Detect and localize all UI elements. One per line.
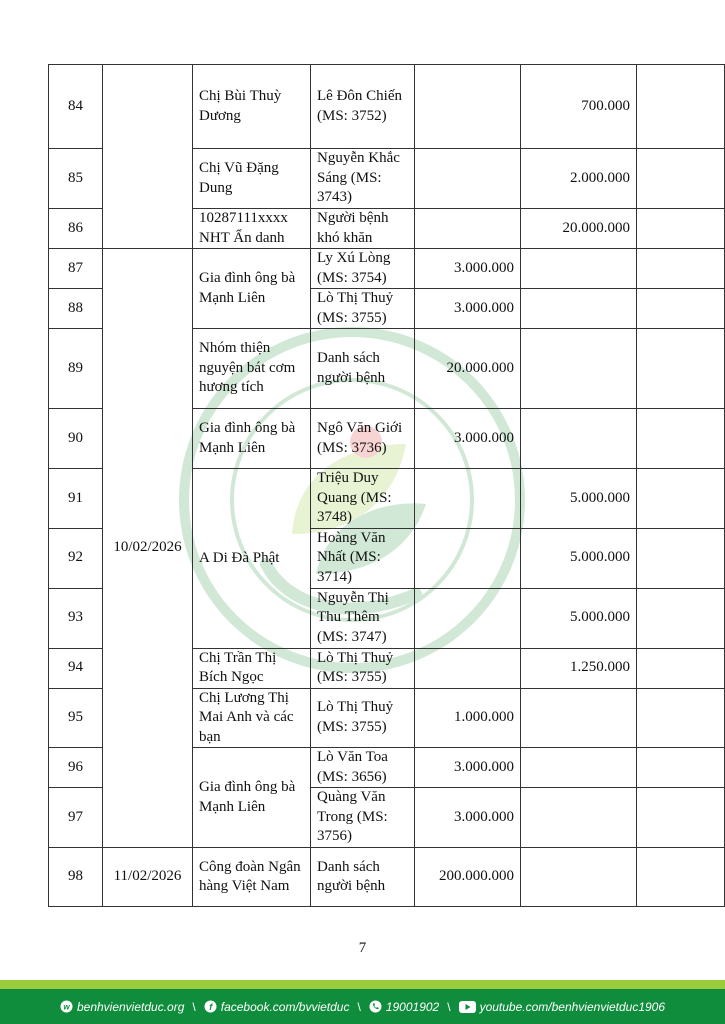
amount-cell-1 [415,588,521,648]
amount-cell-1: 3.000.000 [415,289,521,329]
note-cell [637,329,725,409]
footer-website[interactable] [60,1000,184,1014]
recipient-cell: Lò Thị Thuỷ (MS: 3755) [311,648,415,688]
footer-separator: \ [447,999,451,1014]
globe-icon [60,1000,73,1013]
youtube-link[interactable]: youtube.com/benhvienvietduc1906 [479,999,666,1014]
row-number: 91 [49,469,103,529]
recipient-cell: Hoàng Văn Nhất (MS: 3714) [311,528,415,588]
amount-cell-2: 5.000.000 [521,528,637,588]
recipient-cell: Ly Xú Lòng (MS: 3754) [311,249,415,289]
amount-cell-2 [521,788,637,848]
footer-separator: \ [192,999,196,1014]
amount-cell-2 [521,409,637,469]
table-row [49,848,725,907]
note-cell [637,528,725,588]
note-cell [637,588,725,648]
amount-cell-1 [415,149,521,209]
amount-cell-1: 1.000.000 [415,688,521,748]
note-cell [637,648,725,688]
footer-separator: \ [357,999,361,1014]
amount-cell-1 [415,65,521,149]
svg-text:f: f [209,1002,213,1012]
note-cell [637,149,725,209]
amount-cell-2 [521,249,637,289]
row-number: 90 [49,409,103,469]
date-cell [103,65,193,249]
row-number: 92 [49,528,103,588]
amount-cell-1 [415,209,521,249]
recipient-cell: Nguyễn Khắc Sáng (MS: 3743) [311,149,415,209]
amount-cell-2 [521,289,637,329]
date-cell: 11/02/2026 [103,848,193,907]
row-number: 98 [49,848,103,907]
recipient-cell: Danh sách người bệnh [311,329,415,409]
amount-cell-2: 1.250.000 [521,648,637,688]
recipient-cell: Lê Đôn Chiến (MS: 3752) [311,65,415,149]
amount-cell-2 [521,848,637,907]
donor-cell: Công đoàn Ngân hàng Việt Nam [193,848,311,907]
phone-icon [369,1000,382,1013]
row-number: 88 [49,289,103,329]
amount-cell-1: 3.000.000 [415,748,521,788]
row-number: 93 [49,588,103,648]
amount-cell-2: 700.000 [521,65,637,149]
amount-cell-2 [521,688,637,748]
row-number: 86 [49,209,103,249]
note-cell [637,788,725,848]
note-cell [637,209,725,249]
amount-cell-1: 200.000.000 [415,848,521,907]
footer-hotline[interactable] [369,1000,439,1014]
donor-cell: Gia đình ông bà Mạnh Liên [193,748,311,848]
amount-cell-1: 3.000.000 [415,249,521,289]
facebook-link[interactable]: facebook.com/bvvietduc [220,999,350,1014]
row-number: 94 [49,648,103,688]
recipient-cell: Lò Thị Thuỷ (MS: 3755) [311,688,415,748]
donor-cell: Chị Vũ Đặng Dung [193,149,311,209]
footer-links [0,989,725,1024]
note-cell [637,748,725,788]
amount-cell-2 [521,329,637,409]
row-number: 96 [49,748,103,788]
table-row [49,65,725,149]
amount-cell-2: 20.000.000 [521,209,637,249]
note-cell [637,469,725,529]
donation-table [48,64,725,907]
recipient-cell: Danh sách người bệnh [311,848,415,907]
amount-cell-1: 20.000.000 [415,329,521,409]
recipient-cell: Ngô Văn Giới (MS: 3736) [311,409,415,469]
footer-facebook[interactable] [204,1000,350,1014]
website-link[interactable]: benhvienvietduc.org [76,999,185,1014]
footer-bar [0,980,725,1024]
footer-youtube[interactable] [459,1000,665,1014]
donor-cell: 10287111xxxx NHT Ẩn danh [193,209,311,249]
note-cell [637,688,725,748]
table-row [49,249,725,289]
row-number: 97 [49,788,103,848]
note-cell [637,409,725,469]
youtube-icon [459,1001,476,1013]
recipient-cell: Triệu Duy Quang (MS: 3748) [311,469,415,529]
recipient-cell: Lò Thị Thuỷ (MS: 3755) [311,289,415,329]
amount-cell-1 [415,469,521,529]
donor-cell: Gia đình ông bà Mạnh Liên [193,249,311,329]
recipient-cell: Người bệnh khó khăn [311,209,415,249]
donor-cell: Chị Bùi Thuỳ Dương [193,65,311,149]
row-number: 89 [49,329,103,409]
note-cell [637,848,725,907]
page-number: 7 [358,940,367,956]
svg-text:w: w [63,1002,70,1012]
amount-cell-1: 3.000.000 [415,788,521,848]
row-number: 95 [49,688,103,748]
note-cell [637,289,725,329]
facebook-icon [204,1000,217,1013]
note-cell [637,65,725,149]
date-cell: 10/02/2026 [103,249,193,848]
note-cell [637,249,725,289]
amount-cell-1 [415,528,521,588]
amount-cell-2: 5.000.000 [521,469,637,529]
row-number: 84 [49,65,103,149]
row-number: 87 [49,249,103,289]
recipient-cell: Quàng Văn Trong (MS: 3756) [311,788,415,848]
amount-cell-2 [521,748,637,788]
amount-cell-1 [415,648,521,688]
row-number: 85 [49,149,103,209]
footer-accent-stripe [0,980,725,989]
amount-cell-2: 5.000.000 [521,588,637,648]
amount-cell-2: 2.000.000 [521,149,637,209]
donor-cell: Gia đình ông bà Mạnh Liên [193,409,311,469]
recipient-cell: Lò Văn Toa (MS: 3656) [311,748,415,788]
donor-cell: Chị Lương Thị Mai Anh và các bạn [193,688,311,748]
hotline-link[interactable]: 19001902 [385,999,440,1014]
donor-cell: A Di Đà Phật [193,469,311,649]
donor-cell: Nhóm thiện nguyện bát cơm hương tích [193,329,311,409]
recipient-cell: Nguyễn Thị Thu Thêm (MS: 3747) [311,588,415,648]
donor-cell: Chị Trần Thị Bích Ngọc [193,648,311,688]
amount-cell-1: 3.000.000 [415,409,521,469]
